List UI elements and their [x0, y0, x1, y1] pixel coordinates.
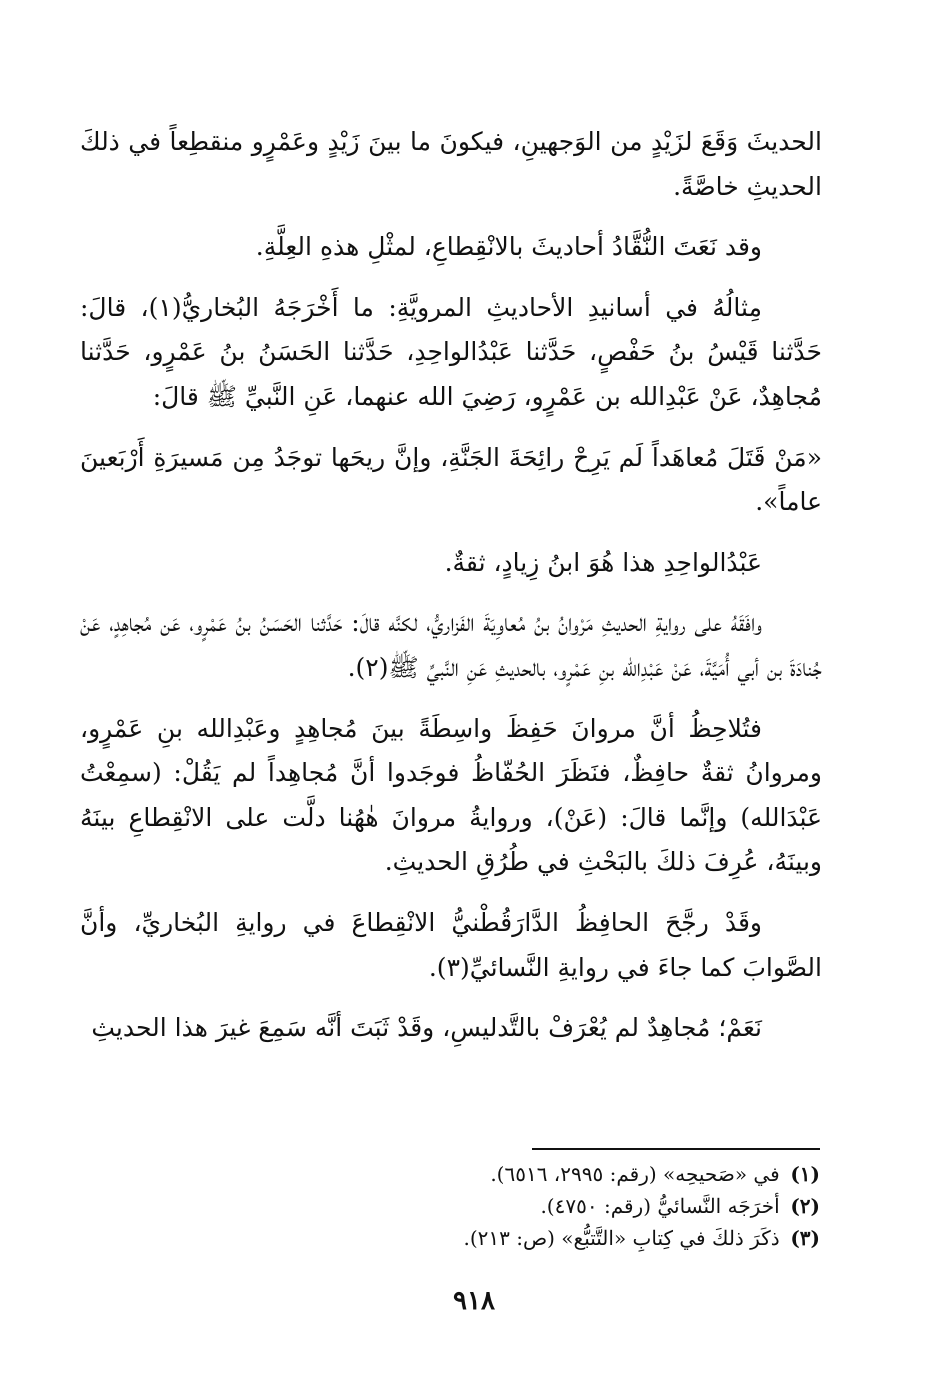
paragraph-hadith-text: «مَنْ قَتَلَ مُعاهَداً لَم يَرِحْ رائِحَةَ الجَنَّةِ، وإنَّ ريحَها توجَدُ مِن مَسيرَةِ أَرْبَعينَ عاماً».	[80, 442, 822, 517]
footnote-number: (٣)	[790, 1226, 820, 1250]
paragraph-marwan-narration: وافَقَهُ على روايةِ الحديثِ مَرْوانُ بنُ مُعاوِيَةَ الفَزاريُّ، لكنَّه قالَ: حَدَّثنا الحَسَنُ بنُ عَمْرٍو، عَن مُجاهِدٍ، عَنْ جُنادَةَ بن أبي أُمَيَّةَ، عَنْ عَبْدِالله بنِ عَمْرٍو، بالحديثِ عَنِ النَّبيِّ ﷺ(٢).	[80, 608, 822, 682]
footnote-text: ذكَرَ ذلكَ في كِتابِ «التَّتبُّع» (ص: ٢١٣).	[463, 1226, 780, 1250]
page-number: ٩١٨	[453, 1286, 495, 1316]
footnote-text: في «صَحيحِه» (رقم: ٢٩٩٥، ٦٥١٦).	[490, 1162, 780, 1186]
footnotes	[180, 1158, 820, 1254]
paragraph-narrator-note: عَبْدُالواحِدِ هذا هُوَ ابنُ زِيادٍ، ثقةٌ.	[444, 547, 762, 577]
main-text	[80, 120, 822, 1067]
footnote-1	[180, 1158, 820, 1190]
footnote-2	[180, 1190, 820, 1222]
paragraph-critics: وقد نَعَتَ النُّقَّادُ أحاديثَ بالانْقِطاعِ، لمثْلِ هذهِ العِلَّةِ.	[255, 232, 762, 262]
footnote-3	[180, 1222, 820, 1254]
paragraph-observation: فتُلاحِظُ أنَّ مروانَ حَفِظَ واسِطَةً بينَ مُجاهِدٍ وعَبْدِالله بنِ عَمْرٍو، ومروانُ ثقةٌ حافِظٌ، فنَظَرَ الحُفّاظُ فوجَدوا أنَّ مُجاهِداً لم يَقُلْ: (سمِعْتُ عَبْدَالله) وإنَّما قالَ: (عَنْ)، وروايةُ مروانَ هٰهُنا دلَّت على الانْقِطاعِ بينَهُ وبينَهُ، عُرِفَ ذلكَ بالبَحْثِ في طُرُقِ الحديثِ.	[80, 713, 822, 877]
paragraph-mujahid: نَعَمْ؛ مُجاهِدٌ لم يُعْرَفْ بالتَّدليسِ، وقَدْ ثَبَتَ أنَّه سَمِعَ غيرَ هذا الحديثِ	[91, 1013, 762, 1043]
paragraph-continuation: الحديثَ وَقَعَ لزَيْدٍ من الوَجهينِ، فيكونَ ما بينَ زَيْدٍ وعَمْرٍو منقطِعاً في ذلكَ الحديثِ خاصَّةً.	[80, 127, 822, 201]
footnote-divider	[532, 1148, 820, 1150]
footnote-number: (١)	[790, 1162, 820, 1186]
footnote-text: أخرَجَه النَّسائيُّ (رقم: ٤٧٥٠).	[540, 1194, 780, 1218]
paragraph-daraqutni: وقَدْ رجَّحَ الحافِظُ الدَّارَقُطْنيُّ الانْقِطاعَ في روايةِ البُخاريِّ، وأنَّ الصَّوابَ كما جاءَ في روايةِ النَّسائيِّ(٣).	[80, 907, 822, 982]
footnote-number: (٢)	[790, 1194, 820, 1218]
paragraph-example-isnad: مِثالُهُ في أسانيدِ الأحاديثِ المرويَّةِ: ما أَخْرَجَهُ البُخاريُّ(١)، قالَ: حَدَّثنا قَيْسُ بنُ حَفْصٍ، حَدَّثنا عَبْدُالواحِدِ، حَدَّثنا الحَسَنُ بنُ عَمْرٍو، حَدَّثنا مُجاهِدٌ، عَنْ عَبْدِالله بن عَمْرٍو، رَضِيَ الله عنهما، عَنِ النَّبيِّ ﷺ قالَ:	[80, 292, 822, 411]
